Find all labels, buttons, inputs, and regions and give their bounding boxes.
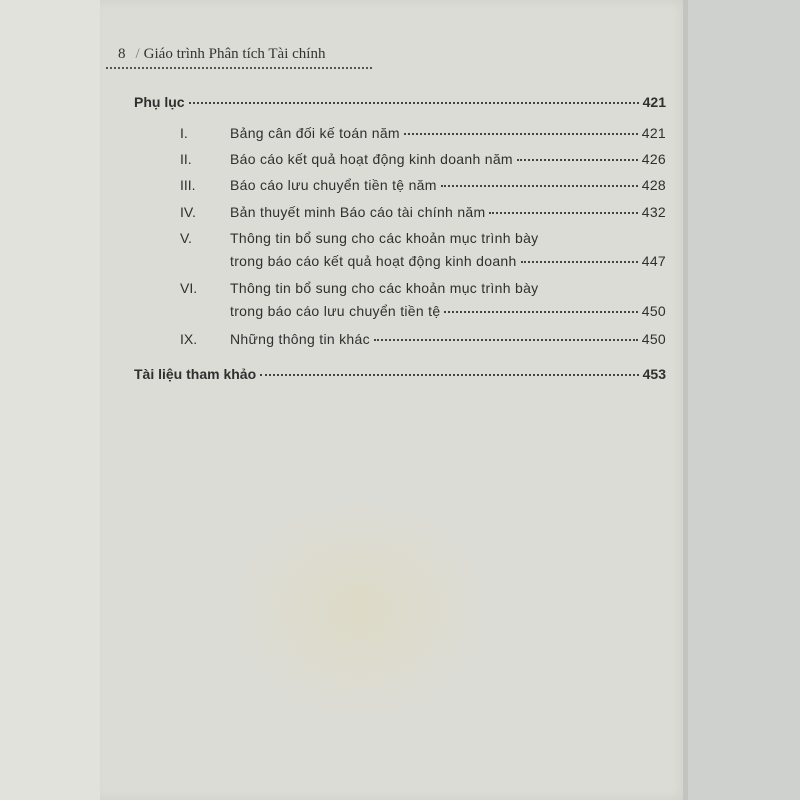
toc-entry-page: 453 <box>642 366 666 382</box>
toc-item-title-line1: Thông tin bổ sung cho các khoản mục trình bày <box>230 280 539 296</box>
toc-item-title-line2: trong báo cáo lưu chuyển tiền tệ <box>230 303 441 319</box>
toc-item <box>230 151 666 167</box>
toc-item-title: Bảng cân đối kế toán năm <box>230 125 400 141</box>
toc-item-page: 450 <box>641 303 666 319</box>
toc-item-numeral: III. <box>180 177 196 193</box>
toc-item-title: Bản thuyết minh Báo cáo tài chính năm <box>230 204 486 220</box>
toc-entry-page: 421 <box>642 94 666 110</box>
toc-item-page: 447 <box>641 253 666 269</box>
toc-item-title-line2: trong báo cáo kết quả hoạt động kinh doanh <box>230 253 517 269</box>
toc-item-numeral: VI. <box>180 280 198 296</box>
toc-item-title: Những thông tin khác <box>230 331 370 347</box>
header-page-number: 8 <box>118 46 126 62</box>
toc-item-numeral: I. <box>180 125 188 141</box>
toc-item-title-line1: Thông tin bổ sung cho các khoản mục trình bày <box>230 230 539 246</box>
toc-item-numeral: II. <box>180 151 192 167</box>
toc-item-title: Báo cáo lưu chuyển tiền tệ năm <box>230 177 437 193</box>
dot-leader <box>260 374 639 376</box>
dot-leader <box>374 339 638 341</box>
toc-entry-appendix <box>134 94 666 110</box>
toc-item <box>230 253 666 269</box>
toc-item-numeral: V. <box>180 230 192 246</box>
header-book-title: Giáo trình Phân tích Tài chính <box>143 46 326 62</box>
toc-item <box>230 303 666 319</box>
toc-item <box>230 331 666 347</box>
dot-leader <box>444 311 637 313</box>
toc-item <box>230 125 666 141</box>
toc-item-page: 421 <box>641 125 666 141</box>
header-separator: / <box>135 46 140 62</box>
running-header <box>118 46 325 63</box>
toc-entry-label: Phụ lục <box>134 94 185 110</box>
toc-item-numeral: IX. <box>180 331 198 347</box>
toc-entry-references <box>134 366 666 382</box>
toc-item-title: Báo cáo kết quả hoạt động kinh doanh năm <box>230 151 513 167</box>
dot-leader <box>521 261 638 263</box>
toc-item-page: 426 <box>641 151 666 167</box>
dot-leader <box>189 102 639 104</box>
toc-item-page: 428 <box>641 177 666 193</box>
toc-item-page: 432 <box>641 204 666 220</box>
background-left <box>0 0 100 800</box>
background-right <box>688 0 800 800</box>
toc-entry-label: Tài liệu tham khảo <box>134 366 257 382</box>
toc-item <box>230 177 666 193</box>
toc-item <box>230 204 666 220</box>
dot-leader <box>404 133 638 135</box>
header-dotted-rule <box>106 67 372 69</box>
dot-leader <box>489 212 637 214</box>
dot-leader <box>441 185 638 187</box>
toc-item-numeral: IV. <box>180 204 196 220</box>
dot-leader <box>517 159 638 161</box>
toc-item-page: 450 <box>641 331 666 347</box>
bleed-through-stain <box>230 500 490 720</box>
